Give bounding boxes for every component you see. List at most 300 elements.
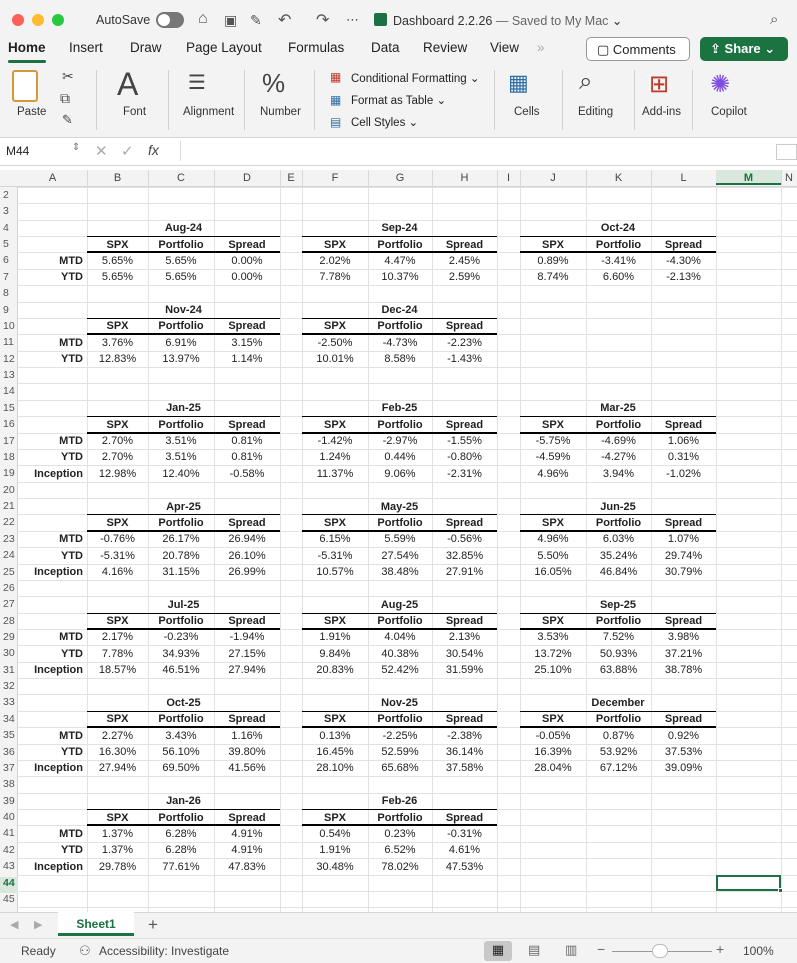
value-cell[interactable]: 3.53% (537, 631, 569, 644)
value-cell[interactable]: 2.59% (448, 271, 481, 284)
column-header-n[interactable]: N (785, 172, 793, 184)
value-cell[interactable]: 31.15% (162, 566, 200, 578)
value-cell[interactable]: 4.47% (384, 254, 416, 267)
value-cell[interactable]: 27.15% (228, 647, 266, 660)
row-label-mtd[interactable]: MTD (59, 254, 83, 267)
value-cell[interactable]: 37.21% (664, 647, 703, 660)
file-title[interactable]: Dashboard 2.2.26 — Saved to My Mac ⌄ (393, 14, 623, 28)
value-cell[interactable]: 16.05% (534, 566, 572, 578)
column-header-b[interactable]: B (113, 172, 122, 184)
row-header-5[interactable]: 5 (3, 238, 9, 251)
value-cell[interactable]: 2.45% (448, 254, 481, 267)
column-label[interactable]: Portfolio (595, 615, 642, 628)
share-button[interactable]: ⇪ Share ⌄ (700, 37, 788, 61)
row-header-44[interactable]: 44 (0, 877, 18, 893)
value-cell[interactable]: 10.37% (381, 271, 419, 284)
value-cell[interactable]: 52.59% (381, 746, 419, 759)
column-label[interactable]: Portfolio (377, 320, 423, 333)
block-title[interactable]: Jan-25 (166, 402, 201, 415)
value-cell[interactable]: 56.10% (162, 746, 200, 759)
row-label-inception[interactable]: Inception (34, 762, 83, 775)
comments-button[interactable]: ▢ Comments (586, 37, 690, 61)
column-header-g[interactable]: G (395, 172, 405, 184)
block-title[interactable]: Aug-24 (164, 222, 203, 235)
value-cell[interactable]: -3.41% (601, 254, 636, 267)
value-cell[interactable]: 2.70% (101, 451, 134, 464)
value-cell[interactable]: 1.14% (231, 353, 263, 366)
value-cell[interactable]: 63.88% (599, 664, 638, 677)
value-cell[interactable]: 27.54% (381, 549, 419, 562)
value-cell[interactable]: 6.28% (165, 844, 197, 857)
row-header-29[interactable]: 29 (3, 630, 15, 643)
row-header-41[interactable]: 41 (3, 827, 15, 840)
column-header-f[interactable]: F (331, 172, 339, 184)
value-cell[interactable]: 41.56% (228, 762, 266, 775)
row-header-26[interactable]: 26 (3, 581, 15, 594)
value-cell[interactable]: 0.81% (231, 435, 263, 448)
autosave-toggle[interactable] (156, 12, 184, 28)
column-label[interactable]: SPX (106, 320, 129, 333)
column-label[interactable]: SPX (541, 615, 564, 628)
value-cell[interactable]: 27.91% (445, 566, 484, 578)
column-header-a[interactable]: A (48, 172, 57, 184)
value-cell[interactable]: 28.10% (316, 762, 354, 775)
row-header-16[interactable]: 16 (3, 418, 15, 431)
value-cell[interactable]: 5.65% (165, 254, 197, 267)
column-label[interactable]: Portfolio (595, 238, 642, 251)
fill-handle[interactable] (778, 888, 783, 893)
value-cell[interactable]: 16.39% (534, 746, 572, 759)
value-cell[interactable]: 0.87% (602, 729, 635, 742)
formula-expand-button[interactable] (776, 144, 797, 160)
value-cell[interactable]: 37.53% (664, 746, 703, 759)
row-header-8[interactable]: 8 (3, 287, 9, 300)
value-cell[interactable]: 30.79% (664, 566, 703, 578)
value-cell[interactable]: 26.17% (162, 533, 200, 546)
value-cell[interactable]: 67.12% (599, 762, 638, 775)
value-cell[interactable]: 10.57% (316, 566, 354, 578)
column-label[interactable]: SPX (106, 238, 129, 251)
row-header-28[interactable]: 28 (3, 614, 15, 627)
block-title[interactable]: Feb-25 (381, 402, 418, 415)
name-box-dropdown-icon[interactable]: ⇕ (72, 142, 81, 153)
value-cell[interactable]: 39.80% (228, 746, 266, 759)
value-cell[interactable]: 0.81% (231, 451, 263, 464)
value-cell[interactable]: 6.52% (384, 844, 416, 857)
value-cell[interactable]: 12.83% (98, 353, 137, 366)
row-label-inception[interactable]: Inception (34, 566, 83, 578)
row-header-35[interactable]: 35 (3, 729, 15, 742)
row-header-7[interactable]: 7 (3, 270, 9, 283)
block-title[interactable]: Jul-25 (167, 598, 200, 611)
column-label[interactable]: Portfolio (377, 615, 423, 628)
value-cell[interactable]: -2.50% (317, 336, 353, 349)
row-header-22[interactable]: 22 (3, 516, 15, 529)
value-cell[interactable]: -0.31% (447, 827, 482, 840)
column-label[interactable]: Portfolio (158, 811, 204, 824)
column-label[interactable]: Spread (445, 713, 484, 726)
cells-icon[interactable]: ▦ (508, 70, 529, 95)
column-label[interactable]: Portfolio (377, 516, 423, 529)
value-cell[interactable]: 13.72% (534, 647, 572, 660)
row-header-37[interactable]: 37 (3, 761, 15, 774)
row-header-24[interactable]: 24 (3, 549, 15, 562)
undo-icon[interactable]: ↶ (278, 12, 292, 29)
value-cell[interactable]: 9.84% (319, 647, 351, 660)
value-cell[interactable]: 6.15% (319, 533, 351, 546)
block-title[interactable]: December (591, 696, 645, 709)
value-cell[interactable]: 25.10% (534, 664, 572, 677)
value-cell[interactable]: 5.50% (537, 549, 569, 562)
value-cell[interactable]: -0.58% (229, 467, 265, 480)
column-label[interactable]: Spread (228, 238, 266, 251)
column-label[interactable]: Portfolio (595, 713, 642, 726)
value-cell[interactable]: -1.02% (666, 467, 701, 480)
copy-icon[interactable]: ⧉ (60, 90, 70, 106)
value-cell[interactable]: 8.58% (384, 353, 416, 366)
row-header-12[interactable]: 12 (3, 352, 15, 365)
tab-review[interactable]: Review (423, 40, 468, 55)
value-cell[interactable]: 0.89% (537, 254, 569, 267)
format-painter-icon[interactable]: ✎ (62, 112, 73, 127)
value-cell[interactable]: 28.04% (534, 762, 572, 775)
column-label[interactable]: Portfolio (595, 516, 642, 529)
column-label[interactable]: Spread (445, 811, 484, 824)
value-cell[interactable]: 3.76% (101, 336, 134, 349)
column-label[interactable]: SPX (323, 615, 346, 628)
conditional-formatting-button[interactable]: Conditional Formatting ⌄ (351, 73, 480, 85)
block-title[interactable]: Jun-25 (600, 500, 636, 513)
value-cell[interactable]: 2.70% (101, 435, 134, 448)
tab-draw[interactable]: Draw (130, 40, 162, 55)
column-label[interactable]: Spread (228, 615, 266, 628)
value-cell[interactable]: 2.02% (319, 254, 351, 267)
value-cell[interactable]: 1.24% (319, 451, 351, 464)
value-cell[interactable]: 4.16% (101, 566, 134, 578)
cancel-icon[interactable]: ✕ (95, 143, 108, 160)
formula-input[interactable] (180, 141, 770, 161)
value-cell[interactable]: 20.83% (316, 664, 354, 677)
value-cell[interactable]: 7.78% (101, 647, 134, 660)
row-label-inception[interactable]: Inception (34, 467, 83, 480)
row-header-38[interactable]: 38 (3, 778, 15, 791)
fx-icon[interactable]: fx (148, 142, 159, 158)
value-cell[interactable]: 0.54% (319, 827, 351, 840)
column-label[interactable]: Portfolio (158, 713, 204, 726)
row-header-42[interactable]: 42 (3, 843, 15, 856)
row-label-ytd[interactable]: YTD (61, 844, 83, 857)
row-label-mtd[interactable]: MTD (59, 533, 83, 546)
value-cell[interactable]: 4.91% (231, 844, 263, 857)
tab-page-layout[interactable]: Page Layout (186, 40, 262, 55)
tab-insert[interactable]: Insert (69, 40, 103, 55)
value-cell[interactable]: 10.01% (316, 353, 354, 366)
value-cell[interactable]: -2.23% (447, 336, 482, 349)
value-cell[interactable]: 9.06% (384, 467, 416, 480)
more-tabs-icon[interactable]: » (537, 40, 545, 55)
column-label[interactable]: SPX (323, 238, 346, 251)
row-header-32[interactable]: 32 (3, 680, 15, 693)
value-cell[interactable]: 5.59% (384, 533, 416, 546)
value-cell[interactable]: 38.78% (664, 664, 703, 677)
zoom-level[interactable]: 100% (743, 944, 774, 958)
block-title[interactable]: Aug-25 (380, 598, 419, 611)
column-label[interactable]: Spread (445, 615, 484, 628)
column-label[interactable]: Portfolio (158, 418, 204, 431)
row-label-mtd[interactable]: MTD (59, 631, 83, 644)
column-header-e[interactable]: E (287, 172, 295, 184)
column-header-m[interactable]: M (716, 170, 781, 185)
value-cell[interactable]: 3.51% (165, 435, 197, 448)
column-label[interactable]: Portfolio (158, 238, 204, 251)
column-header-l[interactable]: L (680, 172, 687, 184)
name-box[interactable]: M44 (6, 144, 30, 158)
value-cell[interactable]: 6.91% (165, 336, 197, 349)
zoom-slider-thumb[interactable] (652, 944, 668, 958)
column-label[interactable]: SPX (106, 615, 129, 628)
paste-icon[interactable] (12, 70, 38, 102)
editing-icon[interactable]: ⌕ (579, 68, 593, 95)
row-header-9[interactable]: 9 (3, 303, 9, 316)
value-cell[interactable]: 0.00% (231, 254, 263, 267)
column-label[interactable]: Spread (228, 516, 266, 529)
column-label[interactable]: Portfolio (377, 418, 423, 431)
value-cell[interactable]: 6.60% (602, 271, 635, 284)
value-cell[interactable]: -1.55% (447, 435, 482, 448)
value-cell[interactable]: 1.16% (231, 729, 263, 742)
row-label-mtd[interactable]: MTD (59, 336, 83, 349)
minimize-window-button[interactable] (32, 14, 44, 26)
value-cell[interactable]: 47.53% (445, 860, 484, 873)
row-header-10[interactable]: 10 (3, 319, 15, 332)
value-cell[interactable]: 40.38% (381, 647, 419, 660)
value-cell[interactable]: 65.68% (381, 762, 419, 775)
column-label[interactable]: SPX (106, 418, 129, 431)
value-cell[interactable]: 78.02% (381, 860, 419, 873)
row-header-33[interactable]: 33 (3, 696, 15, 709)
home-icon[interactable]: ⌂ (198, 10, 208, 27)
value-cell[interactable]: -5.31% (100, 549, 135, 562)
row-label-ytd[interactable]: YTD (61, 647, 83, 660)
value-cell[interactable]: 1.07% (667, 533, 700, 546)
row-header-2[interactable]: 2 (3, 189, 9, 201)
row-header-34[interactable]: 34 (3, 712, 15, 725)
search-icon[interactable]: ⌕ (770, 11, 779, 28)
row-header-43[interactable]: 43 (3, 860, 15, 873)
value-cell[interactable]: 5.65% (101, 254, 134, 267)
value-cell[interactable]: -2.25% (382, 729, 418, 742)
enter-icon[interactable]: ✓ (121, 143, 134, 160)
value-cell[interactable]: 26.99% (228, 566, 266, 578)
block-title[interactable]: Oct-25 (166, 696, 201, 709)
row-label-mtd[interactable]: MTD (59, 435, 83, 448)
row-header-17[interactable]: 17 (3, 434, 15, 447)
cell-grid[interactable] (18, 187, 797, 912)
column-label[interactable]: Spread (445, 238, 484, 251)
row-label-ytd[interactable]: YTD (61, 353, 83, 366)
value-cell[interactable]: 27.94% (98, 762, 137, 775)
sheet-tab-sheet1[interactable]: Sheet1 (58, 912, 134, 936)
value-cell[interactable]: 1.06% (667, 435, 700, 448)
row-header-23[interactable]: 23 (3, 532, 15, 545)
value-cell[interactable]: 3.98% (667, 631, 700, 644)
value-cell[interactable]: 29.74% (664, 549, 703, 562)
column-header-k[interactable]: K (614, 172, 623, 184)
value-cell[interactable]: 6.28% (165, 827, 197, 840)
row-header-25[interactable]: 25 (3, 565, 15, 578)
value-cell[interactable]: 7.52% (602, 631, 635, 644)
row-header-11[interactable]: 11 (3, 336, 14, 349)
edit-icon[interactable]: ✎ (250, 12, 262, 28)
zoom-out-icon[interactable]: − (597, 941, 606, 957)
value-cell[interactable]: 6.03% (602, 533, 635, 546)
column-label[interactable]: Portfolio (377, 811, 423, 824)
value-cell[interactable]: 1.37% (101, 827, 134, 840)
value-cell[interactable]: -2.97% (382, 435, 418, 448)
page-break-view-icon[interactable]: ▥ (565, 942, 578, 957)
column-label[interactable]: Spread (664, 713, 703, 726)
column-label[interactable]: Spread (445, 516, 484, 529)
value-cell[interactable]: -0.23% (163, 631, 199, 644)
row-header-45[interactable]: 45 (3, 892, 15, 905)
prev-sheet-icon[interactable]: ◀ (10, 919, 19, 931)
column-header-h[interactable]: H (460, 172, 469, 184)
row-label-ytd[interactable]: YTD (61, 271, 83, 284)
column-label[interactable]: Spread (664, 238, 703, 251)
column-label[interactable]: SPX (106, 811, 129, 824)
value-cell[interactable]: 12.40% (162, 467, 200, 480)
column-label[interactable]: Spread (228, 713, 266, 726)
value-cell[interactable]: -0.05% (535, 729, 571, 742)
value-cell[interactable]: 50.93% (599, 647, 638, 660)
column-label[interactable]: SPX (106, 713, 129, 726)
value-cell[interactable]: 1.91% (319, 631, 351, 644)
column-label[interactable]: Spread (445, 418, 484, 431)
value-cell[interactable]: -0.76% (100, 533, 135, 546)
value-cell[interactable]: 30.54% (445, 647, 484, 660)
value-cell[interactable]: 35.24% (599, 549, 638, 562)
row-header-14[interactable]: 14 (3, 385, 15, 398)
value-cell[interactable]: -0.56% (447, 533, 482, 546)
value-cell[interactable]: -2.13% (666, 271, 701, 284)
column-label[interactable]: Portfolio (595, 418, 642, 431)
block-title[interactable]: May-25 (380, 500, 419, 513)
value-cell[interactable]: 31.59% (445, 664, 484, 677)
column-label[interactable]: SPX (541, 418, 564, 431)
column-label[interactable]: SPX (541, 516, 564, 529)
value-cell[interactable]: -1.42% (317, 435, 353, 448)
row-label-mtd[interactable]: MTD (59, 729, 83, 742)
block-title[interactable]: Apr-25 (166, 500, 201, 513)
row-header-15[interactable]: 15 (3, 401, 15, 414)
value-cell[interactable]: 3.43% (165, 729, 197, 742)
value-cell[interactable]: -2.38% (447, 729, 482, 742)
row-label-mtd[interactable]: MTD (59, 827, 83, 840)
value-cell[interactable]: 4.96% (537, 467, 569, 480)
column-label[interactable]: Spread (664, 418, 703, 431)
normal-view-icon[interactable]: ▦ (484, 941, 512, 961)
column-header-j[interactable]: J (550, 172, 556, 184)
value-cell[interactable]: 29.78% (98, 860, 137, 873)
value-cell[interactable]: 4.61% (448, 844, 481, 857)
value-cell[interactable]: 0.92% (667, 729, 700, 742)
column-label[interactable]: Portfolio (158, 320, 204, 333)
selected-cell-m44[interactable] (716, 875, 781, 891)
column-header-c[interactable]: C (177, 172, 185, 184)
column-label[interactable]: SPX (323, 418, 346, 431)
value-cell[interactable]: 0.44% (384, 451, 416, 464)
value-cell[interactable]: 20.78% (162, 549, 200, 562)
redo-icon[interactable]: ↷ (316, 12, 330, 29)
value-cell[interactable]: 26.94% (228, 533, 266, 546)
block-title[interactable]: Jan-26 (166, 795, 201, 808)
row-header-19[interactable]: 19 (3, 467, 15, 480)
row-header-20[interactable]: 20 (3, 483, 15, 496)
row-header-27[interactable]: 27 (3, 598, 15, 611)
row-label-ytd[interactable]: YTD (61, 549, 83, 562)
value-cell[interactable]: 3.94% (602, 467, 635, 480)
accessibility-status[interactable]: Accessibility: Investigate (99, 944, 230, 958)
value-cell[interactable]: 8.74% (537, 271, 569, 284)
value-cell[interactable]: 77.61% (162, 860, 200, 873)
column-label[interactable]: Spread (664, 516, 703, 529)
column-header-i[interactable]: I (506, 172, 511, 184)
row-header-31[interactable]: 31 (3, 663, 15, 676)
row-header-4[interactable]: 4 (3, 221, 9, 234)
tab-data[interactable]: Data (371, 40, 400, 55)
cell-styles-button[interactable]: Cell Styles ⌄ (351, 117, 419, 129)
tab-view[interactable]: View (490, 40, 520, 55)
format-as-table-button[interactable]: Format as Table ⌄ (351, 95, 447, 107)
value-cell[interactable]: 12.98% (98, 467, 137, 480)
column-label[interactable]: Portfolio (377, 238, 423, 251)
value-cell[interactable]: 34.93% (162, 647, 200, 660)
column-label[interactable]: Portfolio (158, 516, 204, 529)
value-cell[interactable]: -1.43% (447, 353, 482, 366)
percent-icon[interactable]: % (262, 68, 286, 98)
column-label[interactable]: Portfolio (158, 615, 204, 628)
value-cell[interactable]: 0.23% (384, 827, 416, 840)
column-label[interactable]: SPX (323, 713, 346, 726)
alignment-icon[interactable]: ☰ (188, 72, 206, 94)
value-cell[interactable]: 36.14% (445, 746, 484, 759)
value-cell[interactable]: 30.48% (316, 860, 354, 873)
value-cell[interactable]: 11.37% (316, 467, 354, 480)
value-cell[interactable]: 5.65% (101, 271, 134, 284)
cut-icon[interactable]: ✂ (62, 68, 74, 84)
tab-formulas[interactable]: Formulas (288, 40, 345, 55)
block-title[interactable]: Sep-25 (599, 598, 637, 611)
save-icon[interactable]: ▣ (224, 12, 238, 28)
row-header-30[interactable]: 30 (3, 647, 15, 660)
value-cell[interactable]: -0.80% (447, 451, 482, 464)
column-label[interactable]: SPX (323, 516, 346, 529)
value-cell[interactable]: 16.45% (316, 746, 354, 759)
value-cell[interactable]: 1.91% (319, 844, 351, 857)
row-header-39[interactable]: 39 (3, 794, 15, 807)
value-cell[interactable]: 46.51% (162, 664, 200, 677)
row-header-13[interactable]: 13 (3, 369, 15, 382)
value-cell[interactable]: -4.69% (601, 435, 636, 448)
row-header-3[interactable]: 3 (3, 205, 9, 218)
value-cell[interactable]: 2.13% (448, 631, 481, 644)
column-label[interactable]: Portfolio (377, 713, 423, 726)
value-cell[interactable]: 0.31% (667, 451, 700, 464)
value-cell[interactable]: 52.42% (381, 664, 419, 677)
font-icon[interactable]: A (117, 66, 139, 102)
column-label[interactable]: SPX (541, 713, 564, 726)
value-cell[interactable]: 39.09% (664, 762, 703, 775)
